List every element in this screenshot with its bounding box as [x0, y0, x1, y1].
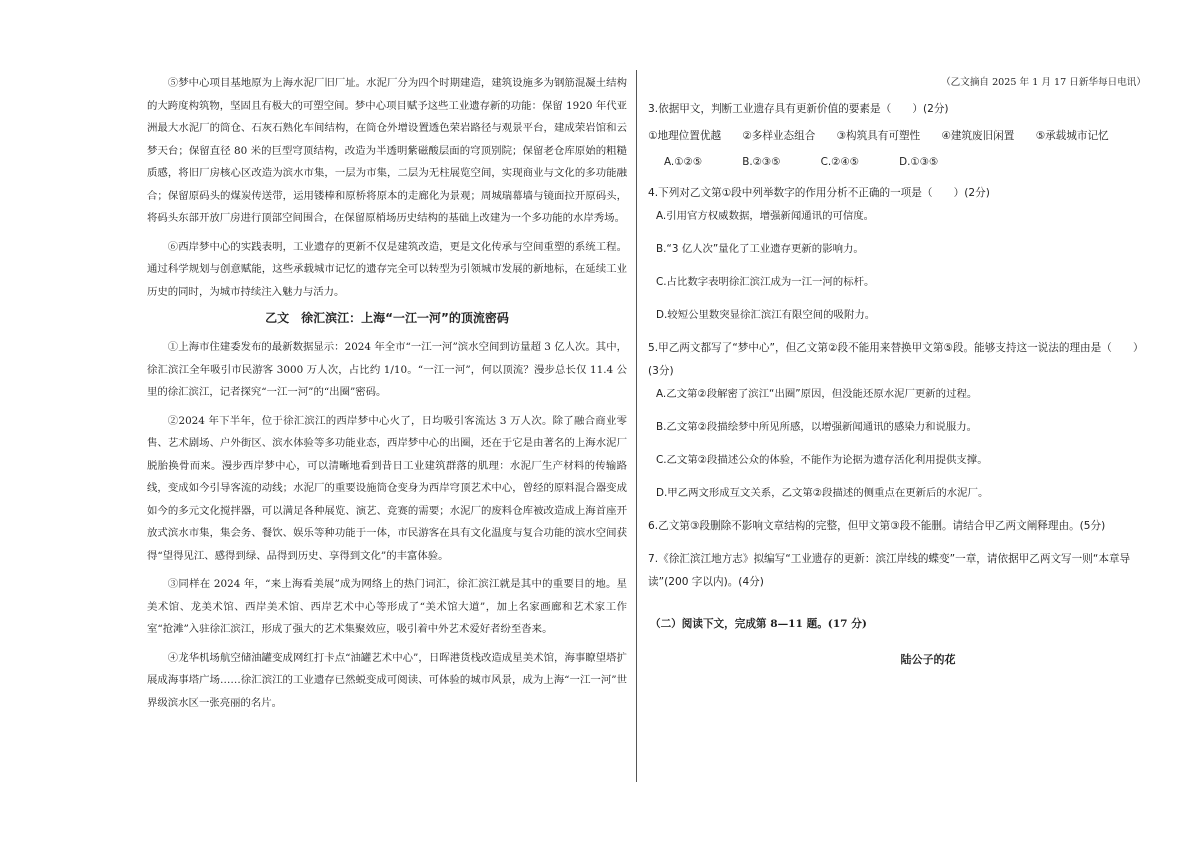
question-7: 7.《徐汇滨江地方志》拟编写“工业遗存的更新：滨江岸线的蝶变”一章，请依据甲乙两文写一则“本章导读”(200 字以内)。(4分)	[648, 553, 1131, 588]
question-4-option-c: C.占比数字表明徐汇滨江成为一江一河的标杆。	[656, 276, 875, 288]
question-3-options	[664, 156, 1148, 168]
left-column	[147, 72, 627, 720]
jia-paragraph-5: ⑤梦中心项目基地原为上海水泥厂旧厂址。水泥厂分为四个时期建造，建筑设施多为钢筋混凝土结构的大跨度构筑物，坚固且有极大的可塑空间。梦中心项目赋予这些工业遗存新的功能：保留 1920 年代亚洲最大水泥厂的筒仓、石灰石熟化车间结构，在筒仓外增设置透色荣岩路径与观景平台，建成荣岩馆和云梦天台；保留直径 80 米的巨型穹顶结构，改造为半透明紫磁酸层面的穹顶别院；保留老仓库原始的粗糙质感，将旧厂房核心区改造为滨水市集，一层为市集，二层为无柱展览空间，实现商业与文化的多功能融合；保留原码头的煤炭传送带，运用镂棒和原桥将原本的走廊化为景观；周城瑞幕墙与镜面拉开原码头，将码头东部开放厂房进行顶部空间围合，在保留原梢场历史结构的基础上改建为一个多功能的水岸秀场。	[147, 77, 627, 224]
option-d: D.①③⑤	[899, 156, 939, 168]
source-note: （乙文摘自 2025 年 1 月 17 日新华每日电讯）	[941, 77, 1146, 88]
question-4-option-d: D.较短公里数突显徐汇滨江有限空间的吸附力。	[656, 309, 876, 321]
column-divider	[636, 70, 637, 782]
yi-text-title: 乙文 徐汇滨江：上海“一江一河”的顶流密码	[265, 311, 509, 325]
option-a: A.①②⑤	[664, 156, 703, 168]
question-6: 6.乙文第③段删除不影响文章结构的完整，但甲文第③段不能删。请结合甲乙两文阐释理由。(5分)	[648, 520, 1106, 532]
question-5-option-b: B.乙文第②段描绘梦中所见所感，以增强新闻通讯的感染力和说服力。	[656, 421, 978, 433]
question-3: 3.依据甲文，判断工业遗存具有更新价值的要素是（ ）(2分)	[648, 103, 949, 115]
option-c: C.②④⑤	[820, 156, 860, 168]
question-5-option-d: D.甲乙两文形成互文关系，乙文第②段描述的侧重点在更新后的水泥厂。	[656, 487, 989, 499]
yi-paragraph-3: ③同样在 2024 年，“来上海看美展”成为网络上的热门词汇，徐汇滨江就是其中的重要目的地。星美术馆、龙美术馆、西岸美术馆、西岸艺术中心等形成了“美术馆大道”，加上名家画廊和艺术家工作室“抢滩”入驻徐汇滨江，形成了强大的艺术集聚效应，吸引着中外艺术爱好者纷至沓来。	[147, 578, 627, 635]
essay-title: 陆公子的花	[900, 653, 956, 666]
question-5-option-a: A.乙文第②段解密了滨江“出圈”原因，但没能还原水泥厂更新的过程。	[656, 388, 978, 400]
yi-paragraph-1: ①上海市住建委发布的最新数据显示：2024 年全市“一江一河”滨水空间到访量超 3 亿人次。其中，徐汇滨江全年吸引市民游客 3000 万人次，占比约 1/10。“一江一河”，何以顶流？漫步总长仅 11.4 公里的徐汇滨江，记者探究“一江一河”的“出圈”密码。	[147, 341, 627, 398]
question-4-option-a: A.引用官方权威数据，增强新闻通讯的可信度。	[656, 210, 875, 222]
question-5-option-c: C.乙文第②段描述公众的体验，不能作为论据为遗存活化利用提供支撑。	[656, 454, 988, 466]
right-column	[648, 74, 1148, 667]
question-4-option-b: B.“3 亿人次”量化了工业遗存更新的影响力。	[656, 243, 864, 255]
jia-paragraph-6: ⑥西岸梦中心的实践表明，工业遗存的更新不仅是建筑改造，更是文化传承与空间重塑的系统工程。通过科学规划与创意赋能，这些承载城市记忆的遗存完全可以转型为引领城市发展的新地标，在延续工业历史的同时，为城市持续注入魅力与活力。	[147, 240, 627, 298]
yi-paragraph-4: ④龙华机场航空储油罐变成网红打卡点“油罐艺术中心”，日晖港货栈改造成星美术馆，海事瞭望塔扩展成海事塔广场……徐汇滨江的工业遗存已然蜕变成可阅读、可体验的城市风景，成为上海“一江一河”世界级滨水区一张亮丽的名片。	[147, 651, 627, 709]
question-5: 5.甲乙两文都写了“梦中心”，但乙文第②段不能用来替换甲文第⑤段。能够支持这一说法的理由是（ ）(3分)	[648, 342, 1144, 377]
part-2-heading: （二）阅读下文，完成第 8—11 题。(17 分)	[650, 618, 867, 630]
question-4: 4.下列对乙文第①段中列举数字的作用分析不正确的一项是（ ）(2分)	[648, 187, 990, 199]
question-3-items: ①地理位置优越 ②多样业态组合 ③构筑具有可塑性 ④建筑废旧闲置 ⑤承载城市记忆	[648, 130, 1109, 142]
yi-paragraph-2: ②2024 年下半年，位于徐汇滨江的西岸梦中心火了，日均吸引客流达 3 万人次。除了融合商业零售、艺术剧场、户外街区、滨水体验等多功能业态，西岸梦中心的出圈，还在于它是由著名的上海水泥厂脱胎换骨而来。漫步西岸梦中心，可以清晰地看到昔日工业建筑群落的肌理：水泥厂生产材料的传输路线，变成如今引导客流的动线；水泥厂的重要设施筒仓变身为西岸穹顶艺术中心，曾经的原料混合器变成如今的多元文化搅拌器，可以满足各种展览、演艺、竞赛的需要；水泥厂的废料仓库被改造成上海首座开放式滨水市集，集会务、餐饮、娱乐等种功能于一体，市民游客在具有文化温度与复合功能的滨水空间获得“望得见江、感得到绿、品得到历史、享得到文化”的丰富体验。	[147, 414, 627, 562]
option-b: B.②③⑤	[742, 156, 781, 168]
